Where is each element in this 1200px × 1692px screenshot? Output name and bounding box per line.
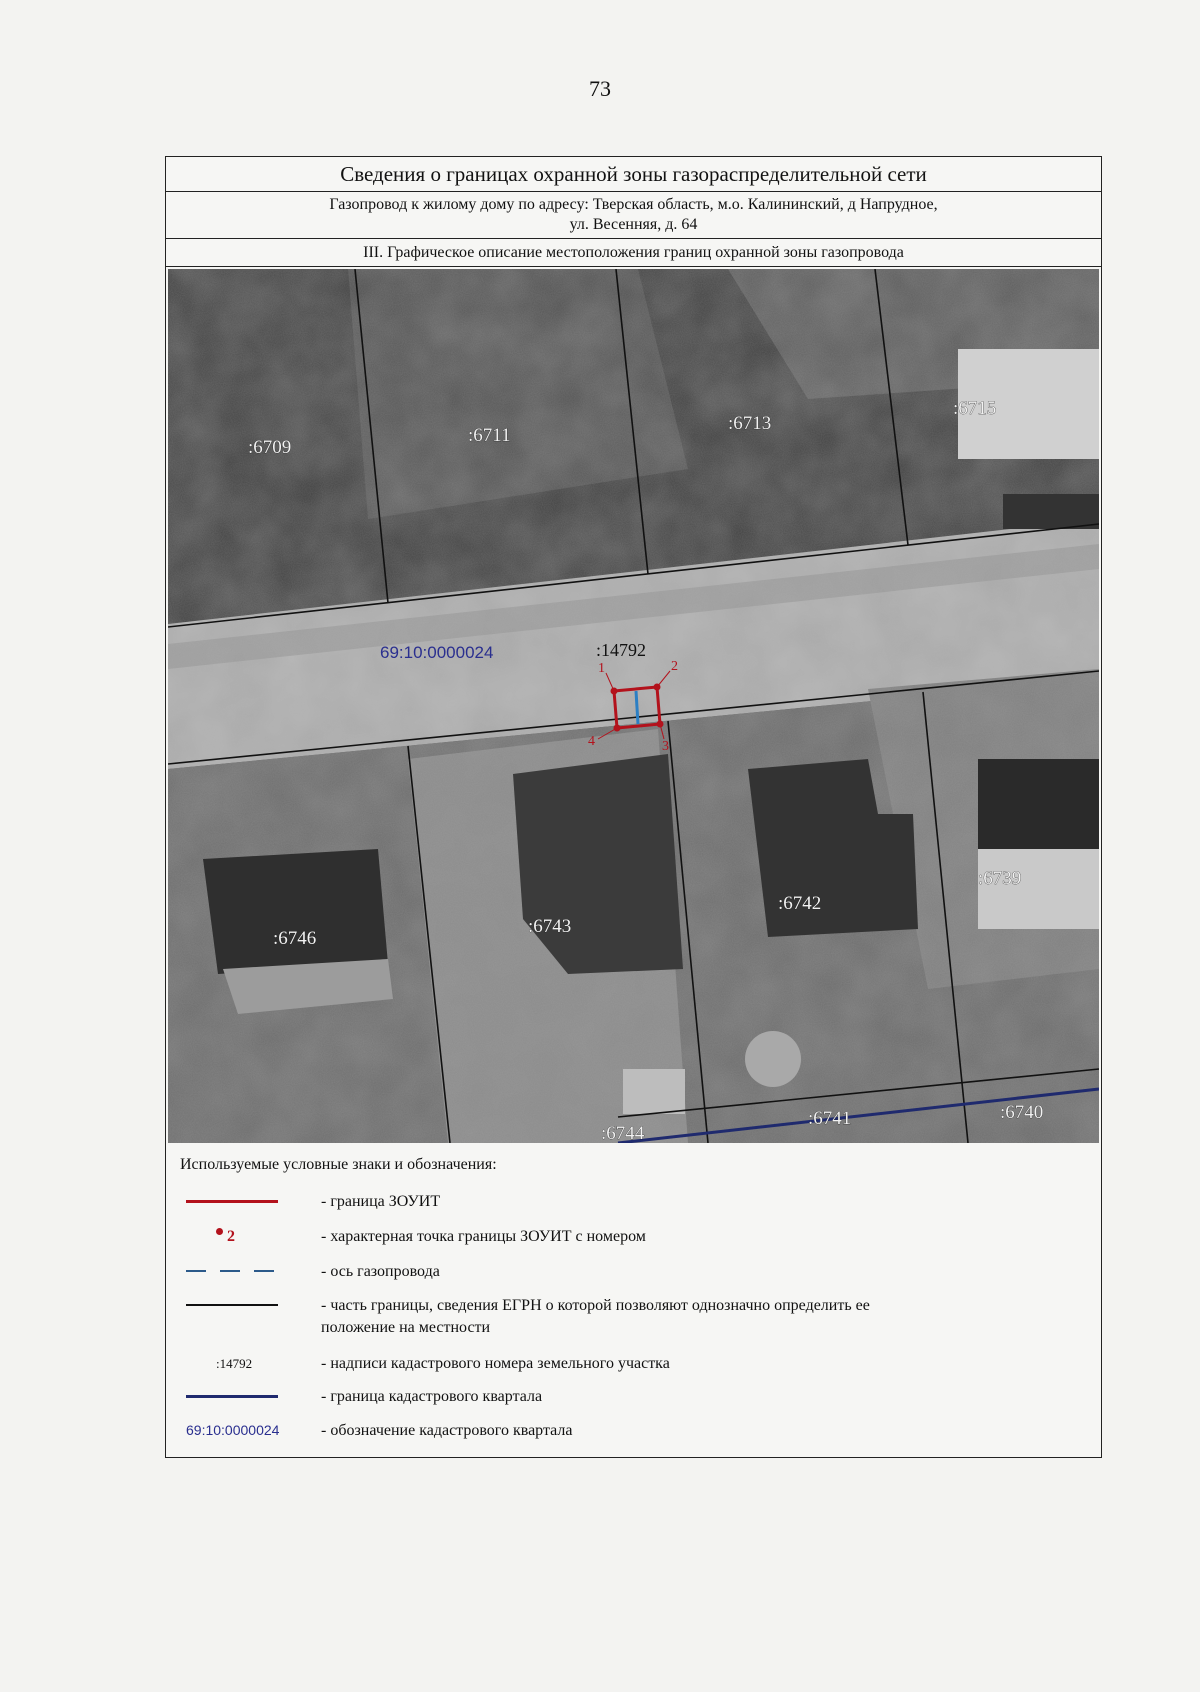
legend-text	[321, 1295, 1061, 1339]
legend-symbol-blue-dash	[186, 1261, 286, 1291]
parcel-label-6743: :6743	[528, 916, 572, 937]
document-frame	[165, 156, 1102, 1458]
parcel-label-6711: :6711	[468, 425, 511, 446]
map-svg	[168, 269, 1099, 1143]
parcel-label-6741: :6741	[808, 1108, 852, 1129]
parcel-label-6740: :6740	[1000, 1102, 1044, 1123]
house-6739-wall	[978, 849, 1099, 929]
house-6739-roof	[978, 759, 1099, 849]
house-6746-roof	[203, 849, 388, 974]
parcel-label-6742: :6742	[778, 893, 822, 914]
parcel-label-6713: :6713	[728, 413, 772, 434]
legend-cad-sample: :14792	[216, 1356, 253, 1371]
parcel-label-6744: :6744	[601, 1123, 645, 1143]
legend-symbol-red-point	[186, 1226, 286, 1256]
quarter-label: 69:10:0000024	[380, 643, 494, 662]
point-label-2: 2	[671, 659, 678, 674]
parcel-label-6746: :6746	[273, 928, 317, 949]
legend-text-line-2: положение на местности	[321, 1319, 491, 1336]
shed-6744	[623, 1069, 685, 1114]
parcel-label-6739: :6739	[978, 868, 1022, 889]
object-line-2: ул. Весенняя, д. 64	[569, 216, 698, 233]
point-label-3: 3	[662, 739, 669, 754]
object-description	[166, 192, 1101, 239]
legend-symbol-black-line	[186, 1295, 286, 1325]
shed-6715	[1003, 494, 1099, 529]
legend-text: - характерная точка границы ЗОУИТ с номером	[321, 1228, 646, 1245]
object-line-1: Газопровод к жилому дому по адресу: Тверская область, м.о. Калининский, д Напрудное,	[329, 196, 938, 213]
gas-pipeline-axis	[636, 691, 638, 724]
legend-text-line-1: - часть границы, сведения ЕГРН о которой позволяют однозначно определить ее	[321, 1297, 870, 1314]
legend-point-sample: 2	[227, 1228, 235, 1245]
legend-title: Используемые условные знаки и обозначения:	[180, 1156, 497, 1173]
yard-round-object	[745, 1031, 801, 1087]
point-label-4: 4	[588, 734, 595, 749]
parcel-label-6715: :6715	[953, 398, 997, 419]
zone-parcel-label: :14792	[596, 640, 647, 660]
legend-symbol-cad-label	[186, 1353, 286, 1383]
legend-symbol-red-line	[186, 1191, 286, 1221]
legend-symbol-navy-line	[186, 1386, 286, 1416]
point-label-1: 1	[598, 661, 605, 676]
satellite-map	[168, 269, 1099, 1143]
legend-text: - обозначение кадастрового квартала	[321, 1422, 573, 1439]
legend-text: - граница кадастрового квартала	[321, 1388, 543, 1405]
legend-text: - ось газопровода	[321, 1263, 440, 1280]
document-title: Сведения о границах охранной зоны газораспределительной сети	[166, 157, 1101, 192]
legend-quarter-sample: 69:10:0000024	[186, 1422, 280, 1438]
page-number: 73	[589, 76, 611, 101]
legend-text: - граница ЗОУИТ	[321, 1193, 441, 1210]
section-title: III. Графическое описание местоположения границ охранной зоны газопровода	[166, 239, 1101, 267]
parcel-label-6709: :6709	[248, 437, 292, 458]
legend-symbol-quarter-label	[186, 1420, 286, 1450]
legend-text: - надписи кадастрового номера земельного участка	[321, 1355, 670, 1372]
